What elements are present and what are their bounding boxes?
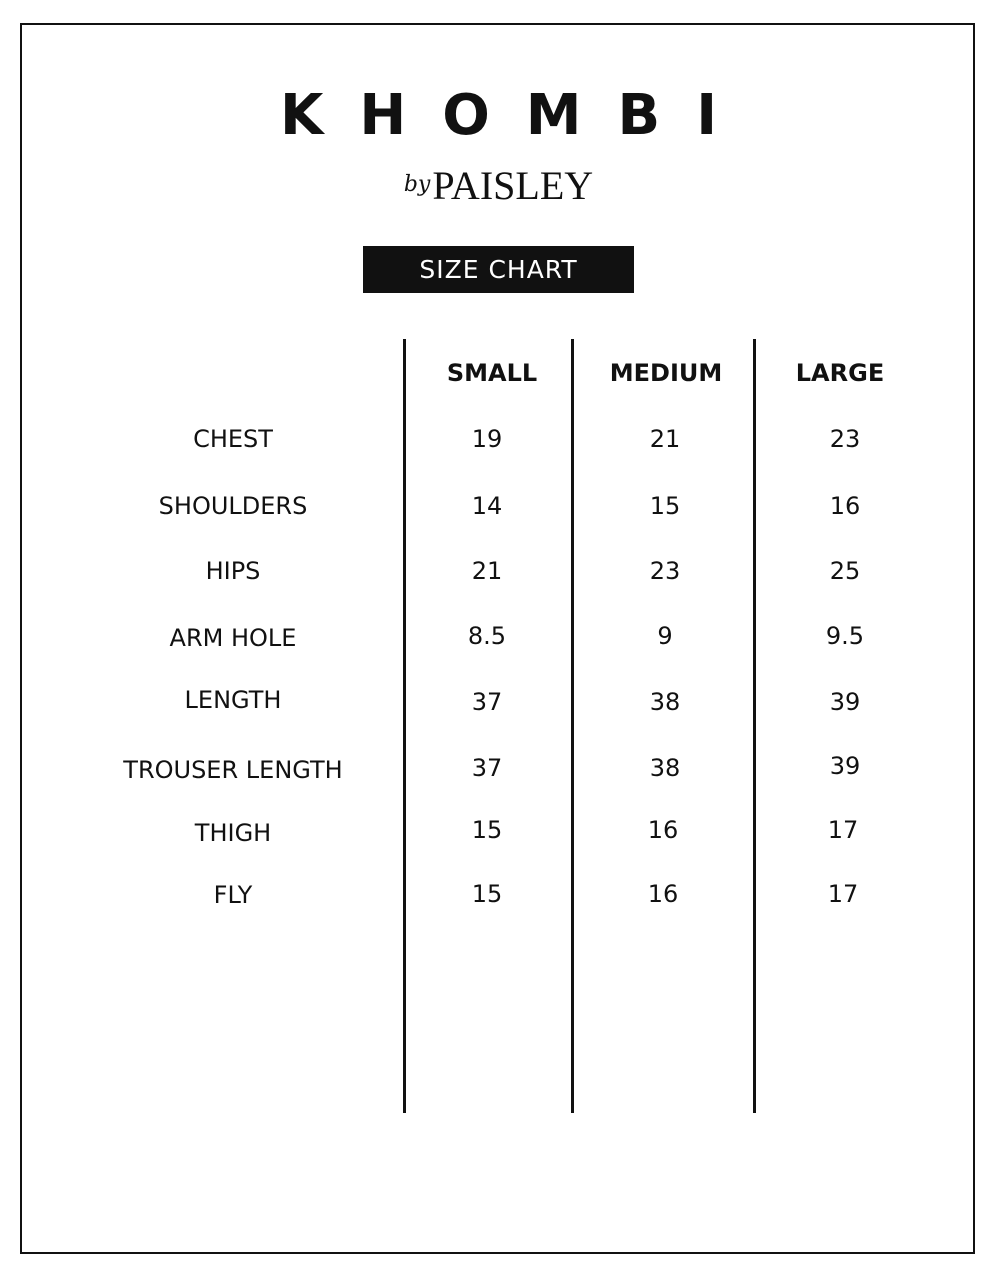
- cell-fly-large: 17: [827, 880, 859, 908]
- row-label-hips: HIPS: [205, 557, 261, 585]
- cell-chest-medium: 21: [649, 425, 681, 453]
- brand-paisley: PAISLEY: [432, 163, 594, 208]
- cell-hips-large: 25: [829, 557, 861, 585]
- cell-arm-hole-medium: 9: [657, 622, 673, 650]
- column-divider: [403, 339, 406, 1113]
- cell-fly-small: 15: [471, 880, 503, 908]
- column-header-large: LARGE: [795, 359, 885, 387]
- cell-shoulders-small: 14: [471, 492, 503, 520]
- cell-hips-small: 21: [471, 557, 503, 585]
- row-label-trouser-length: TROUSER LENGTH: [123, 756, 343, 784]
- cell-trouser-length-medium: 38: [649, 754, 681, 782]
- cell-trouser-length-large: 39: [829, 752, 861, 780]
- cell-length-medium: 38: [649, 688, 681, 716]
- column-divider: [753, 339, 756, 1113]
- cell-thigh-medium: 16: [647, 816, 679, 844]
- cell-arm-hole-large: 9.5: [825, 622, 865, 650]
- cell-trouser-length-small: 37: [471, 754, 503, 782]
- column-header-medium: MEDIUM: [609, 359, 723, 387]
- cell-shoulders-medium: 15: [649, 492, 681, 520]
- row-label-fly: FLY: [213, 881, 253, 909]
- row-label-length: LENGTH: [184, 686, 282, 714]
- cell-length-small: 37: [471, 688, 503, 716]
- cell-thigh-large: 17: [827, 816, 859, 844]
- cell-chest-small: 19: [471, 425, 503, 453]
- cell-thigh-small: 15: [471, 816, 503, 844]
- cell-shoulders-large: 16: [829, 492, 861, 520]
- column-divider: [571, 339, 574, 1113]
- brand-logo: KHOMBI: [279, 83, 754, 148]
- size-chart-title: SIZE CHART: [363, 246, 634, 293]
- cell-length-large: 39: [829, 688, 861, 716]
- brand-sublogo: [0, 160, 997, 219]
- row-label-chest: CHEST: [193, 425, 273, 453]
- row-label-thigh: THIGH: [194, 819, 272, 847]
- column-header-small: SMALL: [446, 359, 538, 387]
- brand-by: by: [403, 172, 431, 197]
- cell-chest-large: 23: [829, 425, 861, 453]
- cell-fly-medium: 16: [647, 880, 679, 908]
- cell-arm-hole-small: 8.5: [467, 622, 507, 650]
- row-label-arm-hole: ARM HOLE: [169, 624, 297, 652]
- row-label-shoulders: SHOULDERS: [158, 492, 308, 520]
- cell-hips-medium: 23: [649, 557, 681, 585]
